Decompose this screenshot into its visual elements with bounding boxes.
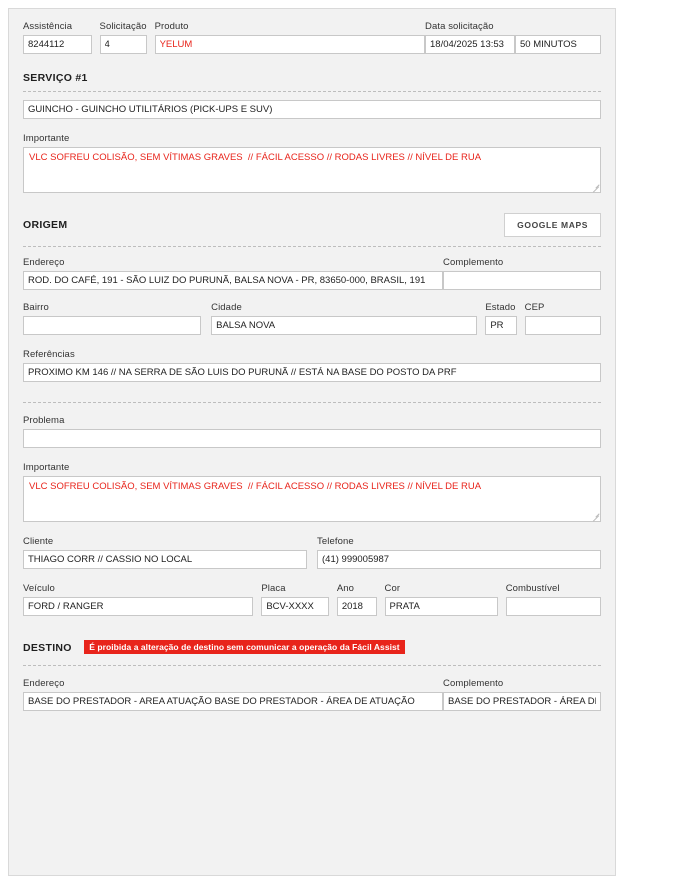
destino-endereco-label: Endereço [23,678,65,689]
assistencia-field [23,21,92,54]
cor-field [385,583,498,616]
endereco-input[interactable] [23,271,443,290]
complemento-input[interactable] [443,271,601,290]
telefone-label: Telefone [317,536,354,547]
cidade-label: Cidade [211,302,242,313]
destino-section [23,638,601,711]
google-maps-button[interactable]: GOOGLE MAPS [504,213,601,237]
placa-input[interactable] [261,597,329,616]
origem-section [23,213,601,616]
servico-section [23,72,601,193]
telefone-field [317,536,601,569]
assistencia-label: Assistência [23,21,73,32]
bairro-input[interactable] [23,316,201,335]
combustivel-field [506,583,601,616]
ano-input[interactable] [337,597,377,616]
servico-tipo-field [23,100,601,119]
complemento-field [443,257,601,290]
problema-field [23,415,601,448]
problema-label: Problema [23,415,65,426]
duracao-input[interactable] [515,35,601,54]
destino-warning-badge: É proibida a alteração de destino sem comunicar a operação da Fácil Assist [84,640,404,654]
data-solicitacao-row [425,35,601,54]
veiculo-input[interactable] [23,597,253,616]
problema-divider [23,402,601,403]
origem-header [23,213,601,237]
servico-divider [23,91,601,92]
servico-importante-textarea[interactable] [23,147,601,193]
endereco-label: Endereço [23,257,65,268]
destino-divider [23,665,601,666]
referencias-field [23,349,601,382]
destino-complemento-label: Complemento [443,678,504,689]
destino-endereco-field [23,678,443,711]
referencias-label: Referências [23,349,75,360]
estado-input[interactable] [485,316,516,335]
estado-field [485,302,516,335]
cliente-input[interactable] [23,550,307,569]
destino-header [23,638,601,656]
servico-importante-label: Importante [23,133,70,144]
cidade-input[interactable] [211,316,477,335]
data-solicitacao-label: Data solicitação [425,21,494,32]
assistencia-input[interactable] [23,35,92,54]
cidade-field [211,302,477,335]
placa-field [261,583,329,616]
cliente-field [23,536,307,569]
cep-input[interactable] [525,316,601,335]
endereco-row [23,257,601,290]
cliente-telefone-row [23,536,601,569]
veiculo-row [23,583,601,616]
cor-input[interactable] [385,597,498,616]
destino-title: DESTINO [23,642,72,654]
origem-title: ORIGEM [23,219,68,231]
solicitacao-label: Solicitação [99,21,147,32]
servico-importante-field [23,133,601,193]
veiculo-field [23,583,253,616]
origem-importante-textarea[interactable] [23,476,601,522]
problema-input[interactable] [23,429,601,448]
destino-complemento-field [443,678,601,711]
combustivel-label: Combustível [505,583,560,594]
referencias-input[interactable] [23,363,601,382]
servico-importante-wrap [23,147,601,193]
destino-complemento-input[interactable] [443,692,601,711]
solicitacao-input[interactable] [100,35,147,54]
destino-endereco-row [23,678,601,711]
bairro-label: Bairro [23,302,49,313]
cliente-label: Cliente [23,536,54,547]
produto-label: Produto [154,21,189,32]
data-solicitacao-field [425,21,601,54]
cep-field [525,302,601,335]
cor-label: Cor [384,583,401,594]
header-row [23,21,601,54]
veiculo-label: Veículo [23,583,55,594]
servico-title: SERVIÇO #1 [23,72,88,84]
produto-input[interactable] [155,35,425,54]
servico-tipo-input[interactable] [23,100,601,119]
solicitacao-field [100,21,147,54]
cep-label: CEP [524,302,545,313]
origem-importante-wrap [23,476,601,522]
bairro-cidade-row [23,302,601,335]
bairro-field [23,302,201,335]
complemento-label: Complemento [443,257,504,268]
data-solicitacao-input[interactable] [425,35,515,54]
telefone-input[interactable] [317,550,601,569]
endereco-field [23,257,443,290]
placa-label: Placa [261,583,286,594]
produto-field [155,21,425,54]
ano-field [337,583,377,616]
service-order-panel [8,8,616,876]
ano-label: Ano [336,583,355,594]
combustivel-input[interactable] [506,597,601,616]
estado-label: Estado [485,302,516,313]
destino-endereco-input[interactable] [23,692,443,711]
origem-divider [23,246,601,247]
origem-importante-label: Importante [23,462,70,473]
origem-importante-field [23,462,601,522]
